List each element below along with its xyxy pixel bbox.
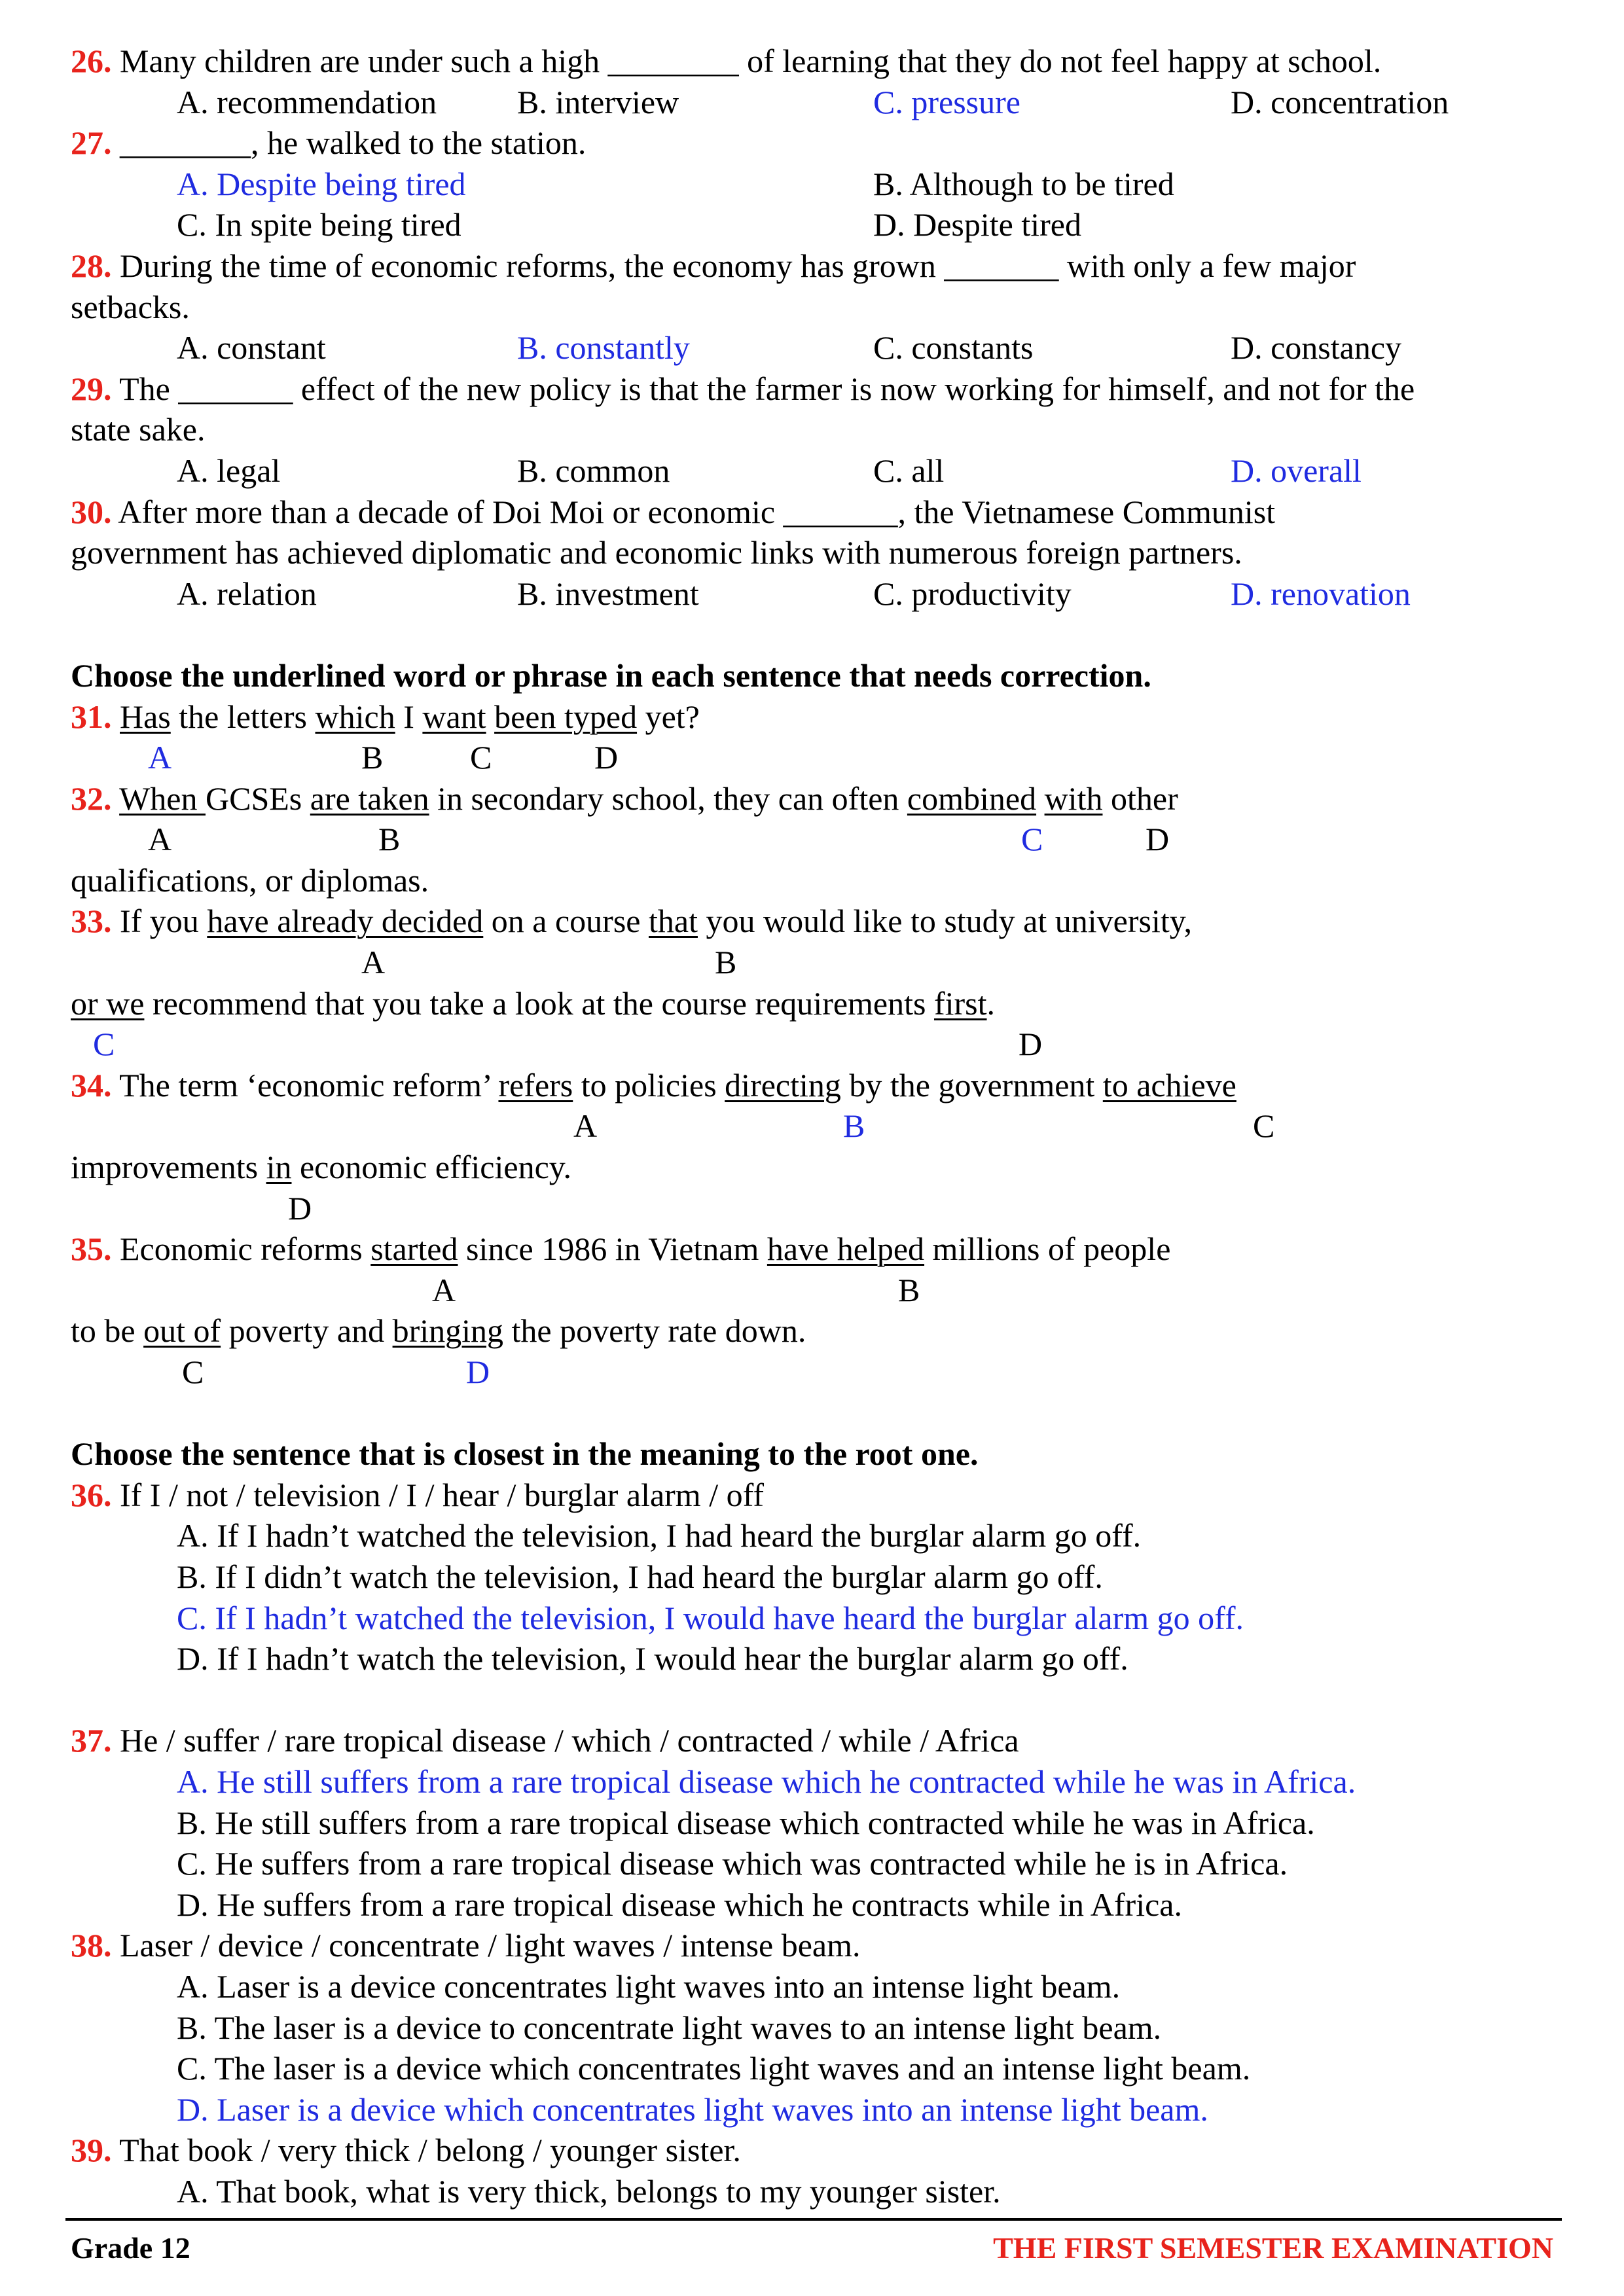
question-35-cont (71, 1310, 1563, 1352)
footer-grade: Grade 12 (71, 2231, 190, 2265)
underlined-d: been typed (494, 698, 638, 735)
question-number: 34. (71, 1066, 112, 1103)
sentence-text: to policies (573, 1066, 725, 1103)
sentence-text: I (395, 698, 423, 735)
question-number: 31. (71, 698, 112, 735)
sentence-text (1036, 780, 1045, 817)
footer-divider (65, 2218, 1562, 2221)
option-a: A. Laser is a device concentrates light waves into an intense light beam. (177, 1967, 1121, 2005)
letter-c: C (1253, 1107, 1275, 1145)
letter-c-answer: C (93, 1026, 115, 1063)
question-number: 35. (71, 1230, 112, 1268)
options-27-row2 (71, 204, 1563, 245)
option-b: B. If I didn’t watch the television, I had heard the burglar alarm go off. (177, 1558, 1103, 1595)
option-d: D. If I hadn’t watch the television, I would hear the burglar alarm go off. (177, 1640, 1128, 1677)
option-d: D. Despite tired (873, 206, 1081, 243)
question-number: 30. (71, 493, 112, 530)
letter-a-answer: A (148, 739, 172, 776)
sentence-text: the letters (170, 698, 316, 735)
letter-d: D (1146, 821, 1170, 858)
sentence-text: GCSEs (206, 780, 310, 817)
section-heading-closest-meaning: Choose the sentence that is closest in the meaning to the root one. (71, 1435, 979, 1473)
question-28-cont: setbacks. (71, 288, 190, 325)
question-text: He / suffer / rare tropical disease / which / contracted / while / Africa (111, 1722, 1019, 1759)
letter-a: A (573, 1107, 598, 1145)
underlined-b: that (648, 903, 698, 940)
letters-35-row2 (71, 1352, 1563, 1393)
option-d: D. He suffers from a rare tropical disease which he contracts while in Africa. (177, 1886, 1182, 1923)
question-28 (71, 245, 1563, 287)
question-34 (71, 1065, 1563, 1106)
option-c: C. He suffers from a rare tropical disease which was contracted while he is in Africa. (177, 1845, 1288, 1882)
sentence-text: since 1986 in Vietnam (458, 1230, 767, 1268)
sentence-text: the poverty rate down. (503, 1312, 806, 1350)
question-26 (71, 41, 1563, 82)
question-30-cont: government has achieved diplomatic and economic links with numerous foreign partners. (71, 534, 1242, 571)
sentence-text: recommend that you take a look at the course requirements (144, 984, 934, 1022)
sentence-text: poverty and (221, 1312, 393, 1350)
letter-c-answer: C (1021, 821, 1043, 858)
letter-b: B (378, 821, 401, 858)
options-26 (71, 82, 1563, 123)
question-39 (71, 2130, 1563, 2171)
options-29 (71, 450, 1563, 492)
question-text: Many children are under such a high ________ of learning that they do not feel happy at school. (111, 43, 1382, 79)
letter-c: C (182, 1354, 204, 1390)
sentence-text: you would like to study at university, (697, 903, 1192, 940)
question-number: 36. (71, 1476, 112, 1513)
options-30 (71, 573, 1563, 615)
sentence-text: yet? (637, 698, 700, 735)
letter-b: B (898, 1271, 920, 1308)
option-d-answer: D. overall (1231, 452, 1362, 489)
question-number: 37. (71, 1722, 112, 1759)
underlined-a: refers (498, 1066, 573, 1103)
underlined-c: combined (907, 780, 1037, 817)
exam-page (71, 41, 1563, 2212)
letter-d: D (1019, 1026, 1043, 1063)
options-27-row1 (71, 164, 1563, 205)
option-b: B. The laser is a device to concentrate light waves to an intense light beam. (177, 2009, 1162, 2046)
question-text: The _______ effect of the new policy is that the farmer is now working for himself, and not for the (111, 370, 1415, 407)
option-c: C. all (873, 452, 945, 489)
letter-b: B (361, 739, 384, 776)
sentence-text: other (1102, 780, 1178, 817)
option-a: A. recommendation (177, 83, 437, 120)
question-text: If I / not / television / I / hear / burglar alarm / off (111, 1476, 764, 1513)
section-heading-error-correction: Choose the underlined word or phrase in each sentence that needs correction. (71, 656, 1151, 694)
question-number: 29. (71, 370, 112, 407)
option-c: C. productivity (873, 575, 1072, 612)
underlined-a: Has (120, 698, 171, 735)
option-c-answer: C. If I hadn’t watched the television, I would have heard the burglar alarm go off. (177, 1599, 1244, 1636)
underlined-a: have already decided (207, 903, 484, 940)
sentence-text (486, 698, 495, 735)
footer-exam-title: THE FIRST SEMESTER EXAMINATION (993, 2231, 1553, 2265)
option-c: C. The laser is a device which concentrates light waves and an intense light beam. (177, 2050, 1251, 2087)
letter-b-answer: B (843, 1107, 865, 1145)
question-36 (71, 1475, 1563, 1516)
underlined-c: out of (143, 1312, 221, 1350)
question-27 (71, 122, 1563, 164)
letter-a: A (148, 821, 172, 858)
sentence-text: to be (71, 1312, 144, 1350)
question-32-cont: qualifications, or diplomas. (71, 861, 429, 899)
underlined-c: to achieve (1102, 1066, 1236, 1103)
option-a: A. legal (177, 452, 281, 489)
option-a: A. That book, what is very thick, belongs to my younger sister. (177, 2172, 1001, 2210)
question-number: 39. (71, 2132, 112, 2169)
option-b: B. common (517, 452, 670, 489)
question-34-cont (71, 1147, 1563, 1188)
question-text: During the time of economic reforms, the economy has grown _______ with only a few major (111, 247, 1356, 284)
underlined-c: want (422, 698, 486, 735)
question-number: 28. (71, 247, 112, 284)
sentence-text: millions of people (924, 1230, 1171, 1268)
question-number: 32. (71, 780, 112, 817)
option-a: A. If I hadn’t watched the television, I had heard the burglar alarm go off. (177, 1517, 1142, 1554)
underlined-a: started (370, 1230, 458, 1268)
question-number: 33. (71, 903, 112, 940)
option-c-answer: C. pressure (873, 83, 1020, 120)
option-d: D. constancy (1231, 329, 1402, 367)
sentence-text: If you (111, 903, 208, 940)
letters-34-row2 (71, 1188, 1563, 1229)
sentence-text: Economic reforms (111, 1230, 371, 1268)
underlined-a: When (119, 780, 206, 817)
question-29 (71, 368, 1563, 410)
option-b: B. interview (517, 83, 679, 120)
question-number: 26. (71, 43, 112, 79)
question-number: 27. (71, 124, 112, 162)
underlined-d: in (266, 1149, 292, 1186)
option-b: B. He still suffers from a rare tropical disease which contracted while he was in Africa. (177, 1804, 1315, 1841)
question-33-cont (71, 983, 1563, 1024)
letters-33-row2 (71, 1024, 1563, 1065)
letter-a: A (361, 944, 386, 981)
underlined-d: bringing (392, 1312, 504, 1350)
underlined-b: which (315, 698, 395, 735)
letters-31 (71, 737, 1563, 778)
question-text: Laser / device / concentrate / light waves / intense beam. (111, 1927, 861, 1964)
question-35 (71, 1229, 1563, 1270)
letter-a: A (432, 1271, 456, 1308)
question-32 (71, 778, 1563, 819)
option-b-answer: B. constantly (517, 329, 690, 367)
sentence-text: by the government (840, 1066, 1103, 1103)
sentence-text: improvements (71, 1149, 266, 1186)
letter-b: B (715, 944, 737, 981)
question-31 (71, 696, 1563, 738)
question-29-cont: state sake. (71, 411, 206, 448)
sentence-text: on a course (483, 903, 649, 940)
letters-33-row1 (71, 942, 1563, 983)
option-c: C. constants (873, 329, 1034, 367)
question-text: After more than a decade of Doi Moi or economic _______, the Vietnamese Communist (111, 493, 1276, 530)
letters-32 (71, 819, 1563, 860)
letters-34-row1 (71, 1105, 1563, 1147)
sentence-text: . (986, 984, 996, 1022)
question-text: That book / very thick / belong / younger sister. (111, 2132, 741, 2169)
letter-c: C (470, 739, 492, 776)
underlined-d: first (933, 984, 987, 1022)
question-30 (71, 492, 1563, 533)
sentence-text: in secondary school, they can often (429, 780, 907, 817)
option-a: A. relation (177, 575, 317, 612)
option-c: C. In spite being tired (177, 206, 461, 243)
underlined-d: with (1044, 780, 1103, 817)
letters-35-row1 (71, 1270, 1563, 1311)
letter-d-answer: D (466, 1354, 490, 1390)
sentence-text: The term ‘economic reform’ (111, 1066, 499, 1103)
underlined-b: directing (725, 1066, 841, 1103)
question-33 (71, 901, 1563, 942)
option-d-answer: D. Laser is a device which concentrates light waves into an intense light beam. (177, 2090, 1208, 2128)
underlined-b: have helped (767, 1230, 925, 1268)
question-text: ________, he walked to the station. (111, 124, 586, 162)
sentence-text: economic efficiency. (291, 1149, 572, 1186)
option-d-answer: D. renovation (1231, 575, 1411, 612)
underlined-b: are taken (310, 780, 429, 817)
letter-d: D (288, 1189, 312, 1227)
question-37 (71, 1720, 1563, 1761)
letter-d: D (594, 739, 619, 776)
options-28 (71, 327, 1563, 368)
option-a-answer: A. He still suffers from a rare tropical disease which he contracted while he was in Africa. (177, 1763, 1356, 1800)
option-a: A. constant (177, 329, 326, 367)
option-b: B. investment (517, 575, 699, 612)
question-38 (71, 1925, 1563, 1966)
option-b: B. Although to be tired (873, 165, 1174, 202)
option-d: D. concentration (1231, 83, 1449, 120)
underlined-c: or we (71, 984, 145, 1022)
question-number: 38. (71, 1927, 112, 1964)
option-a-answer: A. Despite being tired (177, 165, 466, 202)
